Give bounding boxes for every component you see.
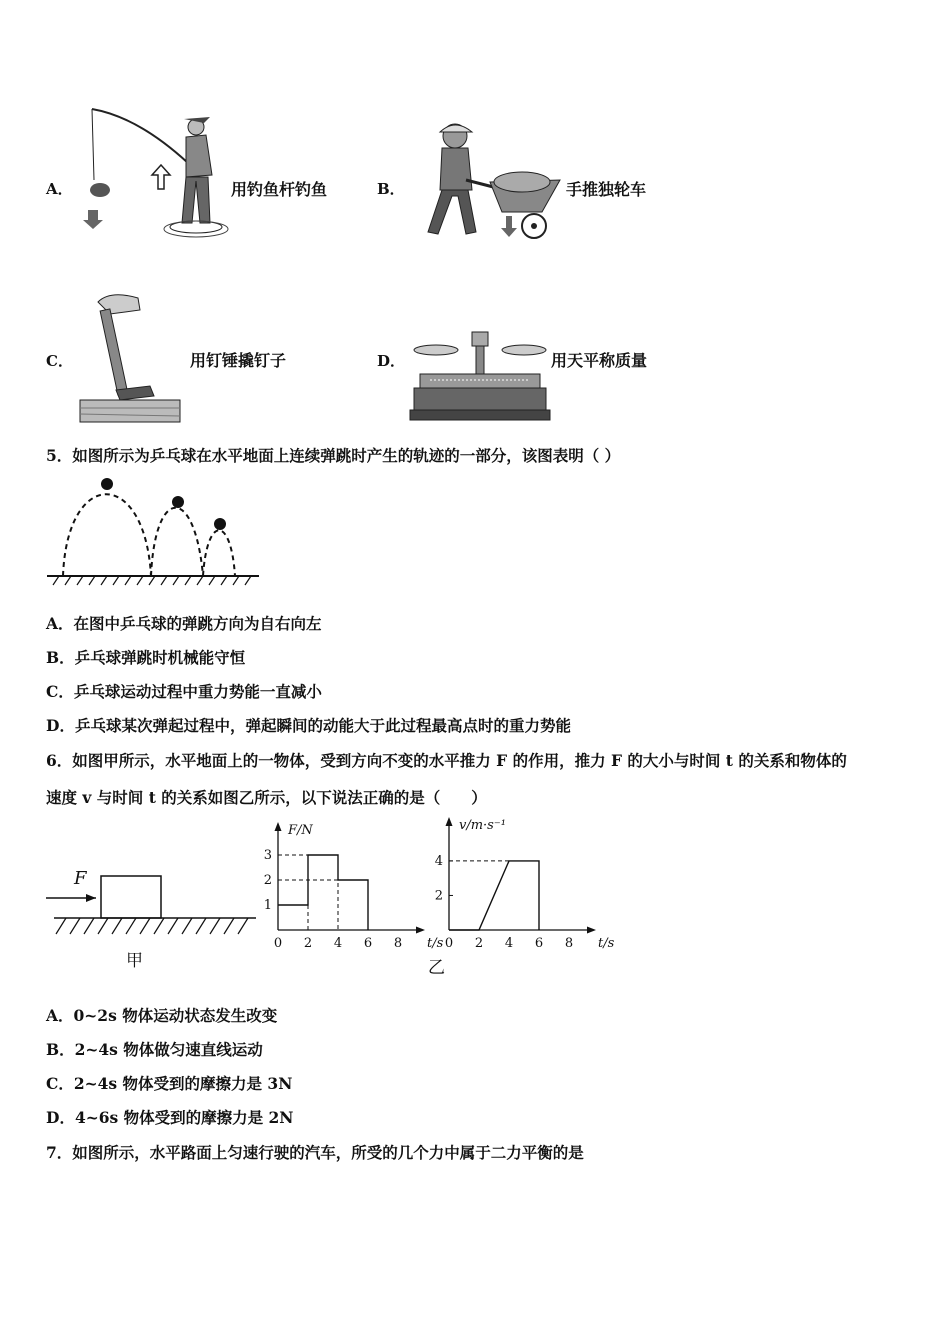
q6-option-d: D．4~6s 物体受到的摩擦力是 2N [46, 1108, 294, 1127]
y-tick-label: 1 [263, 898, 272, 913]
q5-stem: 5．如图所示为乒乓球在水平地面上连续弹跳时产生的轨迹的一部分，该图表明（ ） [46, 446, 621, 465]
x-tick-label: 6 [534, 936, 544, 951]
q5-option-a: A．在图中乒乓球的弹跳方向为自右向左 [46, 614, 322, 633]
q6-stem-line2: 速度 v 与时间 t 的关系如图乙所示，以下说法正确的是（ ） [46, 788, 487, 807]
y-tick-label: 4 [434, 853, 443, 869]
balance-illustration [410, 330, 550, 422]
q6-option-a: A．0~2s 物体运动状态发生改变 [46, 1006, 278, 1025]
x-tick-label: 8 [393, 936, 403, 951]
x-tick-label: 4 [333, 936, 343, 951]
x-axis-arrow [587, 927, 596, 934]
q7-stem: 7．如图所示，水平路面上匀速行驶的汽车，所受的几个力中属于二力平衡的是 [46, 1143, 584, 1162]
x-tick-label: 2 [474, 936, 484, 951]
q5-option-c: C．乒乓球运动过程中重力势能一直减小 [46, 682, 322, 701]
figure-yi-label: 乙 [428, 958, 445, 978]
data-series-line [278, 855, 368, 930]
x-tick-label: 0 [273, 936, 283, 951]
option-b-text: 手推独轮车 [566, 180, 647, 199]
option-d-letter: D． [377, 352, 406, 370]
y-tick-label: 2 [263, 873, 272, 888]
claw-hammer-illustration [80, 290, 180, 425]
option-a-letter: A． [46, 180, 73, 198]
x-axis-label: t/s [598, 936, 615, 951]
option-b-letter: B． [377, 180, 405, 198]
x-tick-label: 0 [444, 936, 454, 951]
option-a-text: 用钓鱼杆钓鱼 [231, 180, 328, 199]
velocity-time-graph [428, 815, 618, 955]
data-series-line [449, 861, 539, 930]
ping-pong-trajectory-figure [45, 475, 265, 587]
q6-option-c: C．2~4s 物体受到的摩擦力是 3N [46, 1074, 293, 1093]
x-axis-arrow [416, 927, 425, 934]
force-label: F [74, 868, 87, 889]
q5-option-b: B．乒乓球弹跳时机械能守恒 [46, 648, 246, 667]
x-tick-label: 2 [303, 936, 313, 951]
y-axis-arrow [275, 822, 282, 831]
x-tick-label: 6 [363, 936, 373, 951]
q6-stem-line1: 6．如图甲所示，水平地面上的一物体，受到方向不变的水平推力 F 的作用，推力 F 的大小与时间 t 的关系和物体的 [46, 751, 847, 770]
option-d-text: 用天平称质量 [551, 351, 648, 370]
x-tick-label: 4 [504, 936, 514, 951]
x-tick-label: 8 [564, 936, 574, 951]
q5-option-d: D．乒乓球某次弹起过程中，弹起瞬间的动能大于此过程最高点时的重力势能 [46, 716, 571, 735]
option-c-letter: C． [46, 352, 73, 370]
figure-jia-block [40, 860, 265, 980]
x-axis-label: t/s [427, 936, 444, 951]
q6-option-b: B．2~4s 物体做匀速直线运动 [46, 1040, 263, 1059]
y-axis-label: v/m·s⁻¹ [459, 818, 506, 833]
force-time-graph [256, 820, 444, 955]
fishing-illustration [78, 105, 228, 235]
option-c-text: 用钉锤撬钉子 [190, 351, 287, 370]
y-tick-label: 3 [263, 848, 272, 863]
wheelbarrow-illustration [410, 120, 570, 245]
y-tick-label: 2 [434, 888, 443, 904]
y-axis-arrow [446, 817, 453, 826]
y-axis-label: F/N [288, 823, 313, 838]
figure-jia-label: 甲 [126, 951, 143, 971]
